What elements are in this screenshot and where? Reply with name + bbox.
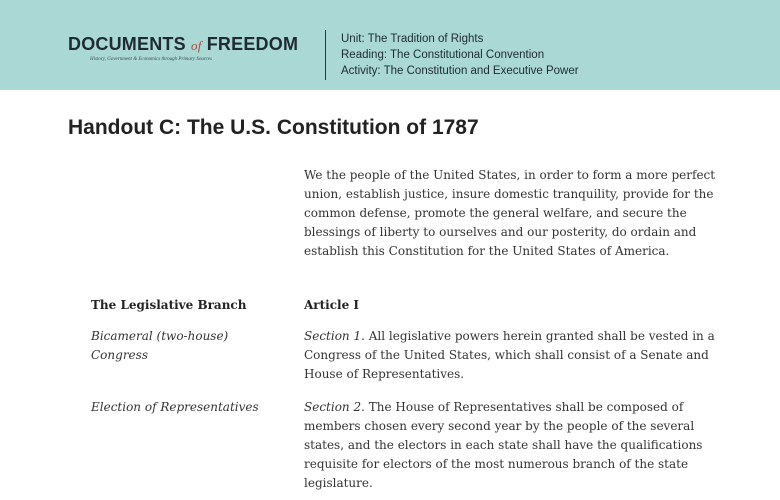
unit-line: Unit: The Tradition of Rights [341, 33, 484, 45]
logo-subtitle: History, Government & Economics through Primary Sources [90, 57, 212, 62]
activity-line: Activity: The Constitution and Executive Power [341, 65, 579, 77]
header-banner [0, 0, 780, 90]
section-2-label: Section 2. [304, 400, 365, 414]
header-divider [325, 30, 326, 80]
article-heading: Article I [304, 298, 360, 312]
section-1-text [304, 327, 724, 384]
documents-of-freedom-logo [68, 34, 298, 62]
section-2-body: The House of Representatives shall be composed of members chosen every second year by the people of the several states, and the electors in each state shall have the qualifications requisite for electors of the most numerous branch of the state legislature. [304, 400, 703, 490]
logo-title-part1: DOCUMENTS [68, 34, 186, 54]
unit-info [341, 31, 579, 79]
logo-title [68, 34, 298, 55]
section-1-label: Section 1. [304, 329, 365, 343]
section-1-body: All legislative powers herein granted shall be vested in a Congress of the United States, which shall consist of a Senate and House of Representatives. [304, 329, 715, 381]
section-2-text [304, 398, 724, 493]
legislative-branch-heading: The Legislative Branch [91, 298, 247, 312]
margin-note-bicameral: Bicameral (two-house) Congress [91, 329, 229, 362]
margin-note-election: Election of Representatives [91, 400, 259, 414]
reading-line: Reading: The Constitutional Convention [341, 49, 545, 61]
logo-title-part2: FREEDOM [206, 34, 299, 54]
logo-title-of: of [191, 38, 202, 53]
preamble-text: We the people of the United States, in order to form a more perfect union, establish justice, insure domestic tranquility, provide for the common defense, promote the general welfare, and secure the blessings of liberty to ourselves and our posterity, do ordain and establish this Constitution for the United States of America. [304, 168, 716, 258]
page-title: Handout C: The U.S. Constitution of 1787 [68, 116, 479, 139]
